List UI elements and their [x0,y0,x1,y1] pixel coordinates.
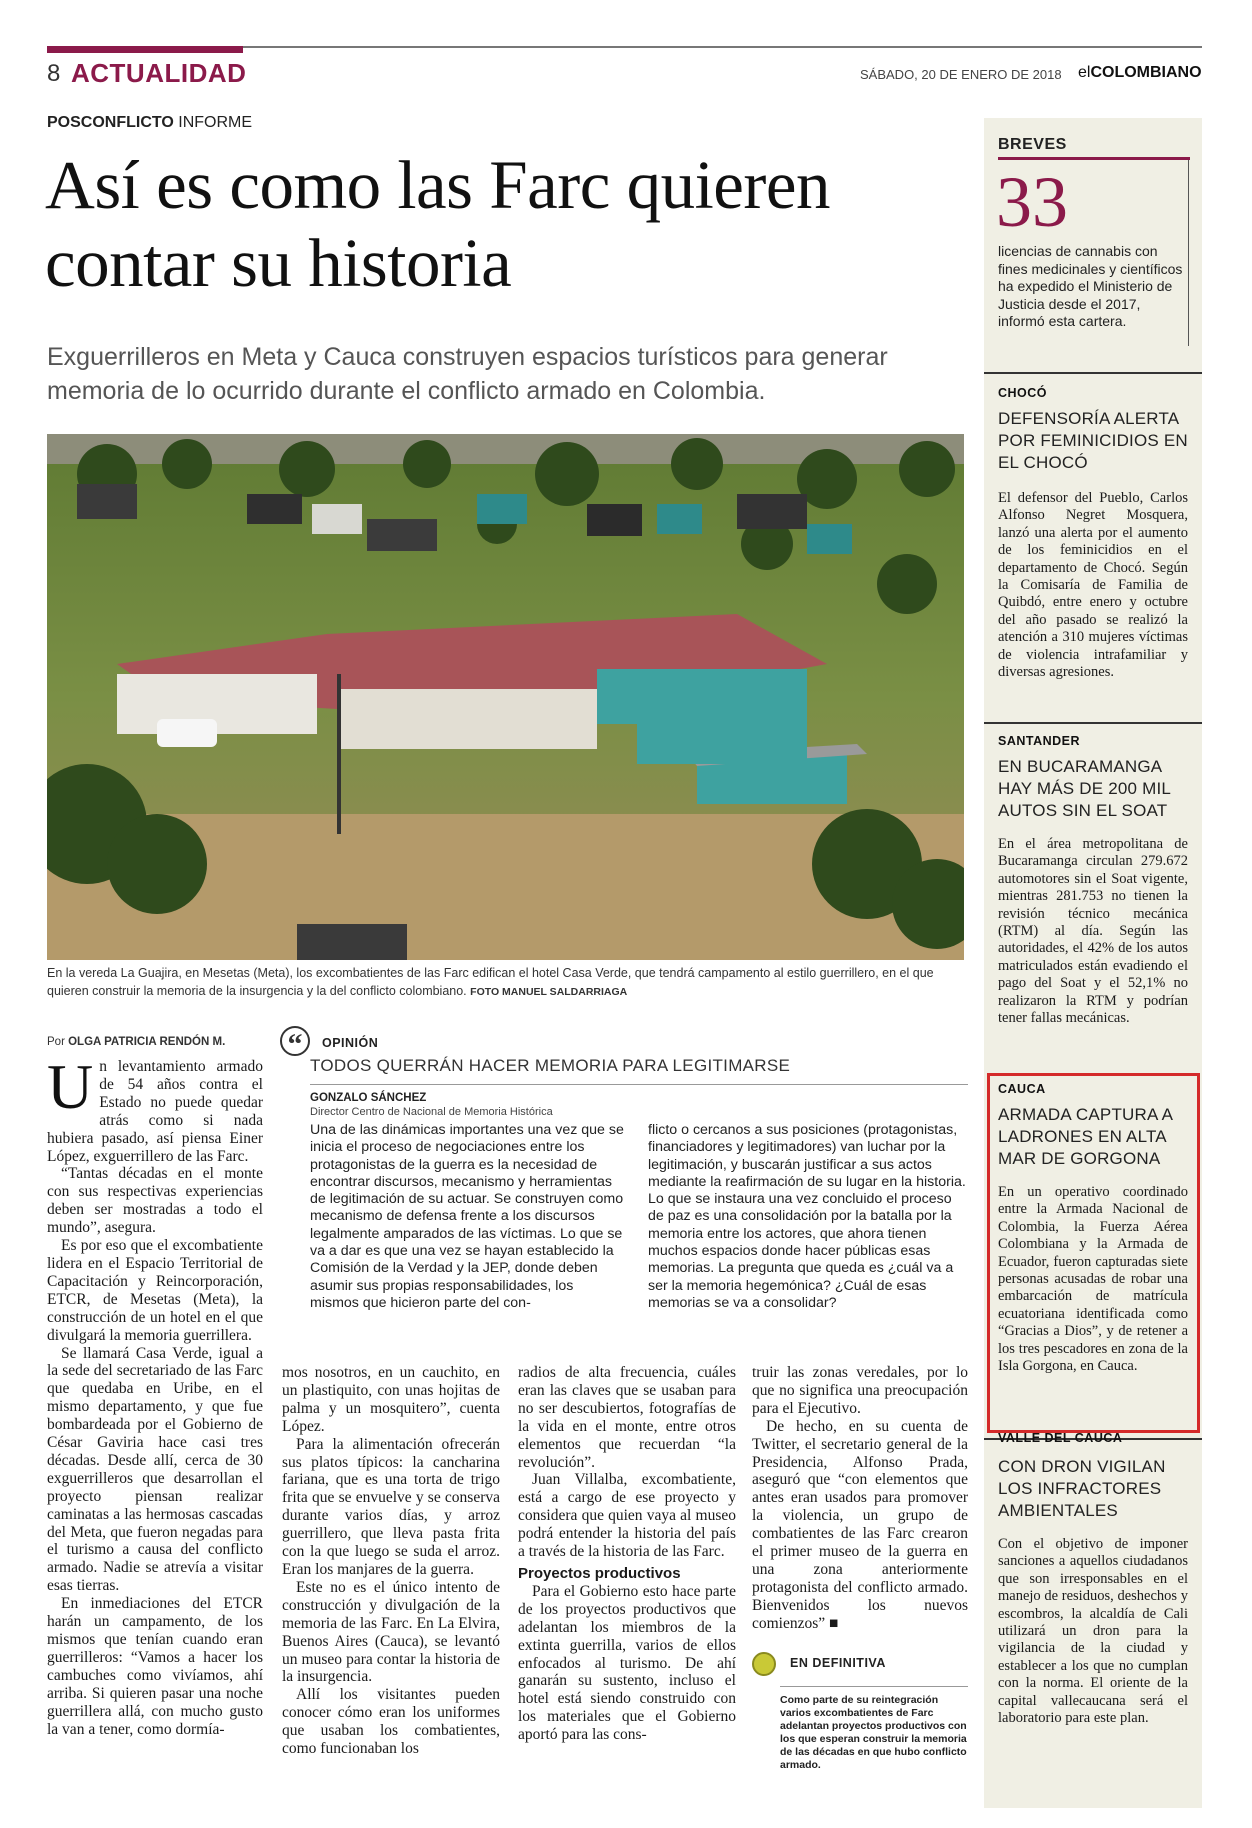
article-kicker: POSCONFLICTO INFORME [47,114,253,131]
article-paragraph: Para la alimentación ofrecerán sus platos típicos: la cancharina fariana, que es una torta de trigo frita que se envuelve y se conserva durante varios días, y arroz guerrillero, que lleva pasta frita con la que luego se suda el arroz. Eran los manjares de la guerra. [282,1435,500,1578]
article-paragraph: radios de alta frecuencia, cuáles eran las claves que se usaban para no ser descubiertos, fotografías de la vida en el monte, entre otros elementos que recuerdan “la revolución”. [518,1364,736,1471]
article-paragraph: Juan Villalba, excombatiente, está a cargo de ese proyecto y considera que quien vaya al museo podrá entender la historia del país a través de la historia de las Farc. [518,1471,736,1561]
opinion-column-1: Una de las dinámicas importantes una vez que se inicia el proceso de negociaciones entre los protagonistas de la guerra es la necesidad de encontrar discursos, mecanismo y herramientas de legitimación de su actuar. Se construyen como mecanismo de defensa frente a los discursos legalmente amparados de las víctimas. Lo que se va a dar es que una vez se hayan establecido la Comisión de la Verdad y la JEP, donde deben asumir sus propias responsabilidades, los mismos que hicieron parte del con- [310,1122,624,1311]
sidebar-item-headline: DEFENSORÍA ALERTA POR FEMINICIDIOS EN EL CHOCÓ [998,409,1188,472]
dropcap: U [47,1051,94,1122]
sidebar-item-section: CHOCÓ [998,386,1048,400]
big-number-text: licencias de cannabis con fines medicinales y científicos ha expedido el Ministerio de Justicia desde el 2017, informó esta cartera. [998,243,1183,330]
article-paragraph: Se llamará Casa Verde, igual a la sede del secretariado de las Farc que quedaba en Uribe, en el mismo departamento, y que fue bombardeada por el Gobierno de César Gaviria hace casi tres décadas. Desde allí, cerca de 30 exguerrilleros que desarrollan el proyecto piensan realizar caminatas a las hermosas cascadas del Meta, que fueron negadas para el turismo a causa del conflicto armado. Nadie se atrevía a visitar esas tierras. [47,1344,263,1595]
sidebar-vertical-rule [1188,160,1189,346]
sidebar-item-body: En un operativo coordinado entre la Armada Nacional de Colombia, la Fuerza Aérea Colombiana y la Armada de Ecuador, fueron capturadas siete personas acusadas de robar una embarcación de matrícula ecuatoriana identificada como “Gracias a Dios”, y de retener a los tres pescadores en zona de la Isla Gorgona, en Cauca. [998,1184,1188,1375]
sidebar-item-headline: CON DRON VIGILAN LOS INFRACTORES AMBIENTALES [998,1457,1166,1520]
quote-icon: “ [280,1026,310,1056]
article-paragraph: mos nosotros, en un cauchito, en un plastiquito, con unas hojitas de palma y un mosquitero”, cuenta López. [282,1364,500,1435]
sidebar-item-headline: ARMADA CAPTURA A LADRONES EN ALTA MAR DE GORGONA [998,1105,1173,1168]
section-color-bar [47,46,243,53]
sidebar-divider [984,372,1202,374]
article-column-2 [282,1364,500,1758]
sidebar-item-body: El defensor del Pueblo, Carlos Alfonso Negret Mosquera, lanzó una alerta por el aumento de los feminicidios en el departamento de Chocó. Según la Comisaría de Familia de Quibdó, entre enero y octubre del año pasado se realizó la atención a 310 mujeres víctimas de violencia intrafamiliar y diversas agresiones. [998,490,1188,681]
article-column-1 [47,1051,263,1738]
summary-rule [780,1686,968,1687]
sidebar-title-rule [998,157,1190,160]
section-title: ACTUALIDAD [71,58,247,88]
highlight-box [987,1073,1200,1433]
article-paragraph: De hecho, en su cuenta de Twitter, el secretario general de la Presidencia, Alfonso Prada, aseguró que “con elementos que antes eran usados para promover la violencia, un grupo de combatientes de las Farc crearon el primer museo de la guerra en una zona anteriormente protagonista del conflicto armado. Bienvenidos los nuevos comienzos” ■ [752,1417,968,1632]
big-number: 33 [996,162,1068,242]
opinion-column-2: flicto o cercanos a sus posiciones (protagonistas, financiadores y legitimadores) van luchar por la legitimación, y buscarán justificar a sus actos mediante la reafirmación de su lugar en la historia. Lo que se instaura una vez concluido el proceso de paz es una consolidación por la batalla por la memoria entre los actores, que ahora tienen muchos espacios donde hacer públicas esas memorias. La pregunta que queda es ¿cuál va a ser la memoria hegemónica? ¿Cuál de esas memorias se va a consolidar? [648,1122,966,1311]
article-paragraph: Allí los visitantes pueden conocer cómo eran los uniformes que usaban los combatientes, como funcionaban los [282,1686,500,1758]
article-column-4 [752,1364,968,1633]
page-number: 8 [47,60,61,87]
article-paragraph: truir las zonas veredales, por lo que no significa una preocupación para el Ejecutivo. [752,1364,968,1417]
sidebar-title: BREVES [998,136,1067,153]
article-subtitle: Proyectos productivos [518,1564,681,1582]
sidebar-item-headline: EN BUCARAMANGA HAY MÁS DE 200 MIL AUTOS SIN EL SOAT [998,757,1171,820]
article-paragraph: Este no es el único intento de construcción y divulgación de la memoria de las Farc. En La Elvira, Buenos Aires (Cauca), se levantó un museo para contar la historia de la insurgencia. [282,1578,500,1686]
article-byline: Por OLGA PATRICIA RENDÓN M. [47,1036,226,1048]
article-paragraph: En inmediaciones del ETCR harán un campamento, de los mismos que tenían cuando eran guerrilleros: “Vamos a hacer los cambuches como vivíamos, ahí arriba. Si quieren pasar una noche guerrillera allá, con mucho gusto la van a tener, como dormía- [47,1595,263,1738]
article-paragraph: Para el Gobierno esto hace parte de los proyectos productivos que adelantan los miembros de la extinta guerrilla, varios de ellos enfocados al turismo. De ahí ganarán su sustento, incluso el hotel está siendo construido con los materiales que el Gobierno aportó para las cons- [518,1582,736,1744]
article-paragraph: Es por eso que el excombatiente lidera en el Espacio Territorial de Capacitación y Reincorporación, ETCR, de Mesetas (Meta), la construcción de un hotel en el que divulgará la memoria guerrillera. [47,1237,263,1344]
summary-icon [752,1652,776,1676]
article-column-3 [518,1364,736,1744]
opinion-rule [310,1084,968,1085]
brand-logo: elCOLOMBIANO [1078,64,1202,81]
article-subhead: Exguerrilleros en Meta y Cauca construyen espacios turísticos para generar memoria de lo ocurrido durante el conflicto armado en Colombia. [47,343,888,405]
sidebar-item-section: VALLE DEL CAUCA [998,1431,1123,1445]
article-photo [47,434,964,960]
dateline: SÁBADO, 20 DE ENERO DE 2018 [860,67,1062,82]
hotel-construction-photo [47,434,964,960]
summary-label: EN DEFINITIVA [790,1656,886,1670]
opinion-author: GONZALO SÁNCHEZ [310,1092,427,1104]
article-headline: Así es como las Farc quieren contar su historia [45,147,831,301]
sidebar-item-section: SANTANDER [998,734,1081,748]
article-paragraph: “Tantas décadas en el monte con sus respectivas experiencias deben ser mostradas a todo el mundo”, asegura. [47,1165,263,1237]
sidebar-divider [984,722,1202,724]
sidebar-item-body: Con el objetivo de imponer sanciones a aquellos ciudadanos que son irresponsables en el manejo de residuos, deshechos y escombros, la alcaldía de Cali utilizará un dron para la vigilancia de la ciudad y establecer a los que no cumplan con la norma. El oriente de la capital vallecaucana será el laboratorio para este plan. [998,1536,1188,1727]
sidebar-item-body: En el área metropolitana de Bucaramanga circulan 279.672 automotores sin el Soat vigente, mientras 281.753 no tienen la revisión técnico mecánica (RTM) al día. Según las autoridades, el 42% de los autos matriculados están evadiendo el pago del Soat y el 52,1% no realizaron la RTM y podrían tener fallas mecánicas. [998,836,1188,1027]
photo-caption: En la vereda La Guajira, en Mesetas (Meta), los excombatientes de las Farc edifican el hotel Casa Verde, que tendrá campamento al estilo guerrillero, en el que quieren construir la memoria de la insurgencia y la del conflicto colombiano. FOTO MANUEL SALDARRIAGA [47,966,934,998]
summary-text: Como parte de su reintegración varios excombatientes de Farc adelantan proyectos productivos con los que esperan construir la memoria de las décadas en que hubo conflicto armado. [780,1694,967,1771]
sidebar-item-section: CAUCA [998,1082,1046,1096]
article-paragraph: Un levantamiento armado de 54 años contra el Estado no puede quedar atrás como si nada hubiera pasado, así piensa Einer López, exguerrillero de las Farc. [47,1051,263,1165]
opinion-author-role: Director Centro de Nacional de Memoria Histórica [310,1106,553,1118]
opinion-title: TODOS QUERRÁN HACER MEMORIA PARA LEGITIMARSE [310,1056,791,1075]
photo-credit: FOTO MANUEL SALDARRIAGA [470,986,628,998]
opinion-label: OPINIÓN [322,1036,379,1050]
